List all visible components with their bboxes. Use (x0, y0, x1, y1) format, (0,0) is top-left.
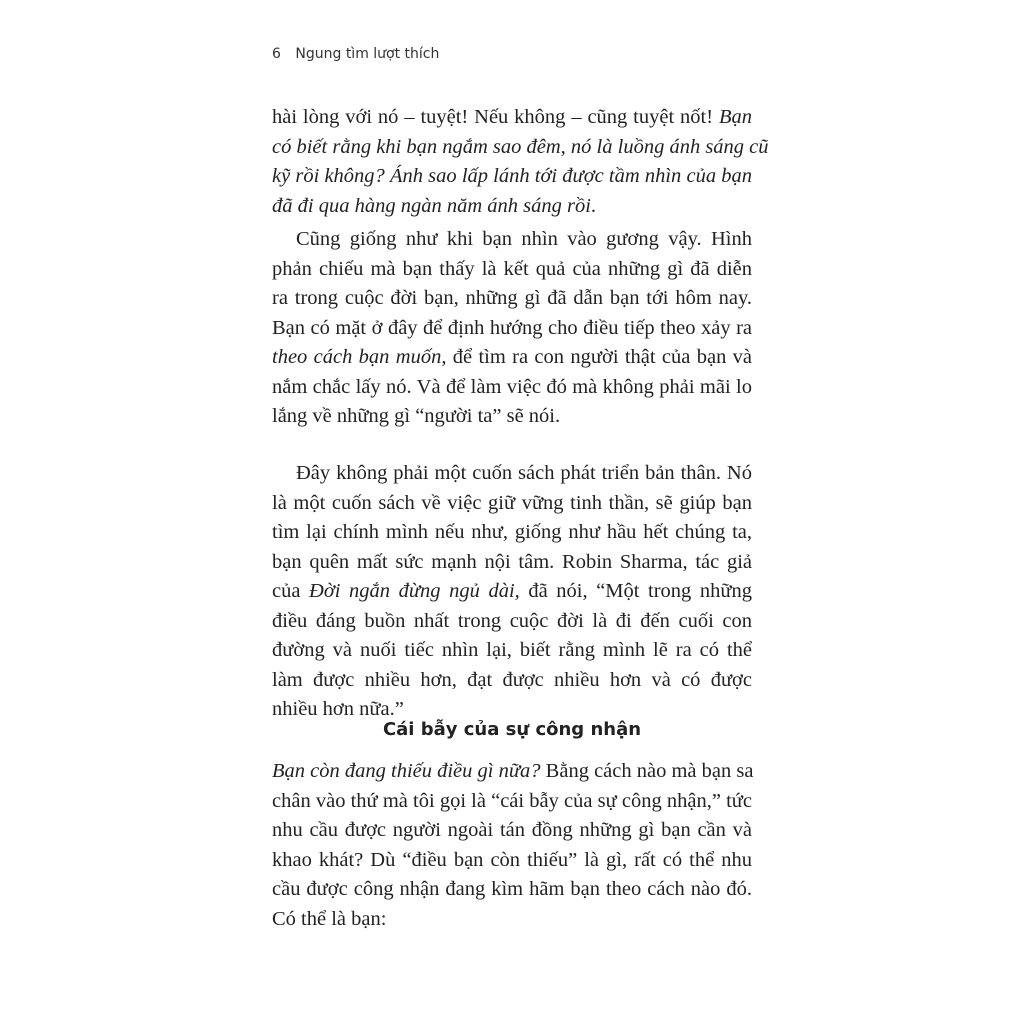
text-line (272, 518, 752, 548)
text-line (272, 284, 752, 314)
text-run: tìm lại chính mình nếu như, giống như hầu hết chúng ta, (272, 521, 752, 543)
text-run: Bằng cách nào mà bạn sa (540, 760, 754, 782)
italic-text: Bạn (718, 106, 752, 128)
text-run: . (590, 194, 597, 217)
paragraph-1 (272, 103, 769, 221)
text-line (272, 489, 752, 519)
italic-text: có biết rằng khi bạn ngắm sao đêm, nó là luồng ánh sáng cũ (272, 135, 769, 158)
text-run: Có thể là bạn: (272, 907, 387, 930)
text-run: nhu cầu được người ngoài tán đồng những gì bạn cần và (272, 819, 752, 841)
text-run: đường và nuối tiếc nhìn lại, biết rằng mình lẽ ra có thể (272, 639, 752, 661)
page-number: 6 (272, 46, 281, 62)
text-run: của (272, 580, 310, 602)
text-run: làm được nhiều hơn, đạt được nhiều hơn và có được (272, 668, 752, 691)
text-run: điều đáng buồn nhất trong cuộc đời là đi đến cuối con (272, 609, 752, 632)
italic-text: Bạn còn đang thiếu điều gì nữa? (272, 760, 541, 782)
text-run: khao khát? Dù “điều bạn còn thiếu” là gì, rất có thể nhu (272, 848, 752, 871)
text-run: , để tìm ra con người thật của bạn và (441, 346, 753, 368)
italic-text: Đời ngắn đừng ngủ dài, (309, 580, 520, 602)
text-line (272, 225, 752, 255)
text-line (272, 757, 752, 787)
text-run: ra trong cuộc đời bạn, những gì đã dẫn bạn tới hôm nay. (272, 287, 752, 309)
text-run: là một cuốn sách về việc giữ vững tinh thần, sẽ giúp bạn (272, 491, 752, 514)
text-run: chân vào thứ mà tôi gọi là “cái bẫy của sự công nhận,” tức (272, 789, 752, 812)
italic-text: đã đi qua hàng ngàn năm ánh sáng rồi (272, 194, 591, 217)
text-line (272, 192, 752, 222)
paragraph-4 (272, 757, 752, 934)
text-line (272, 846, 752, 876)
text-line (272, 875, 752, 905)
text-run: nắm chắc lấy nó. Và để làm việc đó mà không phải mãi lo (272, 375, 752, 398)
running-header (272, 46, 439, 62)
text-line (272, 577, 752, 607)
text-line (272, 816, 752, 846)
text-run: Đây không phải một cuốn sách phát triển bản thân. Nó (296, 462, 752, 484)
paragraph-3 (272, 459, 752, 725)
text-line (272, 402, 752, 432)
text-line (272, 373, 752, 403)
section-heading: Cái bẫy của sự công nhận (382, 719, 642, 740)
text-run: Bạn có mặt ở đây để định hướng cho điều tiếp theo xảy ra (272, 316, 752, 339)
text-run: cầu được công nhận đang kìm hãm bạn theo cách nào đó. (272, 878, 752, 900)
text-line (272, 314, 752, 344)
text-run: lắng về những gì “người ta” sẽ nói. (272, 405, 561, 427)
text-line (272, 607, 752, 637)
text-line (272, 905, 752, 935)
italic-text: kỹ rồi không? Ánh sao lấp lánh tới được tầm nhìn của bạn (272, 165, 752, 187)
text-run: nhiều hơn nữa.” (272, 698, 404, 720)
text-line (272, 548, 752, 578)
text-line (272, 162, 752, 192)
text-run: hài lòng với nó – tuyệt! Nếu không – cũng tuyệt nốt! (272, 106, 719, 128)
running-title: Ngung tìm lượt thích (295, 46, 440, 62)
text-run: đã nói, “Một trong những (519, 580, 752, 602)
text-line (272, 459, 752, 489)
text-line (272, 133, 769, 163)
text-line (272, 343, 752, 373)
text-run: bạn quên mất sức mạnh nội tâm. Robin Sharma, tác giả (272, 550, 752, 573)
italic-text: theo cách bạn muốn (272, 346, 442, 368)
text-line (272, 787, 752, 817)
text-run: Cũng giống như khi bạn nhìn vào gương vậy. Hình (296, 228, 752, 250)
text-line (272, 103, 752, 133)
text-line (272, 255, 752, 285)
paragraph-2 (272, 225, 752, 432)
text-run: phản chiếu mà bạn thấy là kết quả của những gì đã diễn (272, 257, 752, 280)
text-line (272, 636, 752, 666)
text-line (272, 666, 752, 696)
